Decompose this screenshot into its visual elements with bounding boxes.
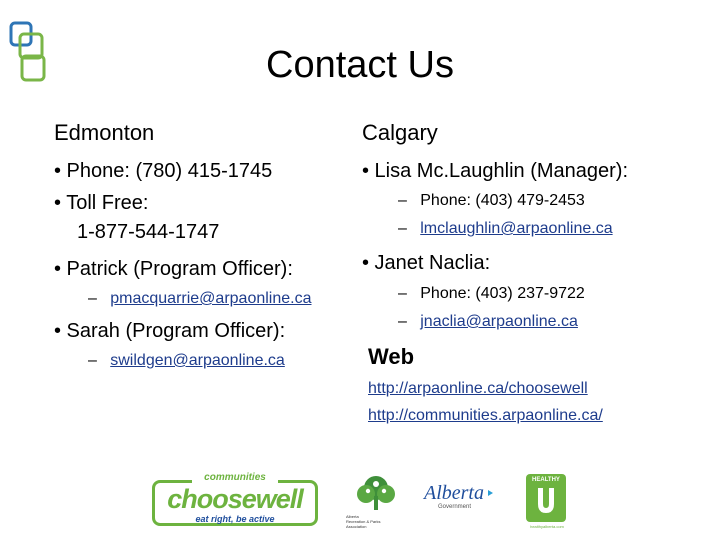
janet-phone: Phone: (403) 237-9722 <box>420 285 585 302</box>
dash: – <box>398 192 407 209</box>
choosewell-logo <box>152 472 318 530</box>
edmonton-tollfree-label: • Toll Free: <box>54 192 149 214</box>
alberta-government-logo <box>424 482 496 516</box>
dash: – <box>398 313 407 330</box>
edmonton-tollfree-number: 1-877-544-1747 <box>77 221 220 243</box>
lisa-phone: Phone: (403) 479-2453 <box>420 192 585 209</box>
lisa-phone-row <box>398 192 585 210</box>
choosewell-tagline: eat right, be active <box>195 514 275 524</box>
choosewell-main-text: choosewell <box>167 484 303 514</box>
choosewell-top-text: communities <box>192 472 278 483</box>
page-title: Contact Us <box>266 44 454 86</box>
healthy-u-logo <box>524 474 570 532</box>
patrick-email-row <box>88 290 312 308</box>
dash: – <box>88 352 97 369</box>
janet-email-row <box>398 313 578 331</box>
healthy-text: HEALTHY <box>532 477 560 483</box>
edmonton-phone: • Phone: (780) 415-1745 <box>54 160 273 182</box>
u-icon <box>534 486 558 516</box>
sarah-email-link[interactable]: swildgen@arpaonline.ca <box>110 352 285 369</box>
alberta-sub: Government <box>438 504 472 510</box>
arpa-line1: Alberta <box>346 514 359 519</box>
calgary-janet: • Janet Naclia: <box>362 252 491 274</box>
web-heading: Web <box>368 344 415 369</box>
edmonton-patrick: • Patrick (Program Officer): <box>54 258 293 280</box>
sarah-email-row <box>88 352 285 370</box>
web-link-choosewell[interactable]: http://arpaonline.ca/choosewell <box>368 380 588 397</box>
healthy-url: healthyalberta.com <box>530 524 564 529</box>
web-link-communities[interactable]: http://communities.arpaonline.ca/ <box>368 407 603 424</box>
janet-phone-row <box>398 285 585 303</box>
dash: – <box>398 285 407 302</box>
lisa-email-row <box>398 220 613 238</box>
calgary-heading: Calgary <box>362 120 438 145</box>
edmonton-sarah: • Sarah (Program Officer): <box>54 320 286 342</box>
arrow-icon <box>488 490 493 496</box>
alberta-wordmark: Alberta <box>424 482 484 504</box>
arpa-line3: Association <box>346 524 367 529</box>
tree-icon <box>346 474 406 514</box>
patrick-email-link[interactable]: pmacquarrie@arpaonline.ca <box>110 290 312 307</box>
janet-email-link[interactable]: jnaclia@arpaonline.ca <box>420 313 578 330</box>
calgary-lisa: • Lisa Mc.Laughlin (Manager): <box>362 160 629 182</box>
arpa-logo <box>346 474 406 532</box>
arpa-line2: Recreation & Parks <box>346 519 381 524</box>
edmonton-heading: Edmonton <box>54 120 155 145</box>
dash: – <box>398 220 407 237</box>
lisa-email-link[interactable]: lmclaughlin@arpaonline.ca <box>420 220 613 237</box>
dash: – <box>88 290 97 307</box>
